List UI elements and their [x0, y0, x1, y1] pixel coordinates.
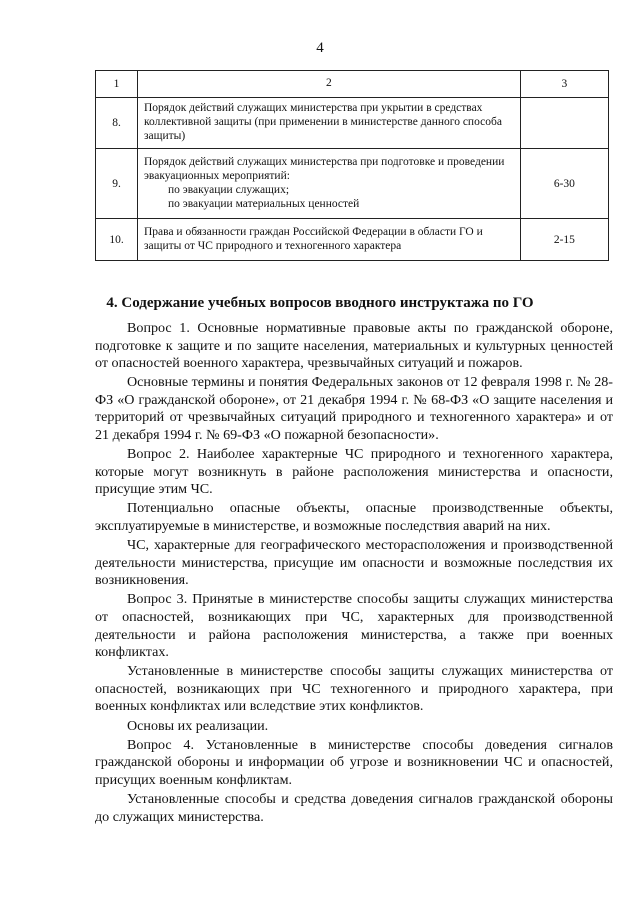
topic-line: Права и обязанности граждан Российской Федерации в области ГО и защиты от ЧС природного и техногенного характера	[144, 225, 483, 252]
section-title: 4. Содержание учебных вопросов вводного инструктажа по ГО	[106, 295, 534, 311]
paragraph: Потенциально опасные объекты, опасные производственные объекты, эксплуатируемые в министерстве, и возможные последствия аварий на них.	[95, 500, 613, 535]
table-header-row	[96, 71, 609, 98]
header-col-3: 3	[520, 71, 608, 98]
table-row	[96, 149, 609, 219]
paragraph: Установленные способы и средства доведения сигналов гражданской обороны до служащих министерства.	[95, 790, 613, 825]
paragraph: Вопрос 3. Принятые в министерстве способы защиты служащих министерства от опасностей, возникающих при ЧС, характерных для производственной деятельности и района расположения министерства, а также при военных конфликтах.	[95, 591, 613, 661]
paragraph: Основы их реализации.	[127, 717, 269, 734]
paragraph: Вопрос 4. Установленные в министерстве способы доведения сигналов гражданской обороны и информации об угрозе и возникновении ЧС и опасностей, присущих военным конфликтам.	[95, 736, 613, 788]
paragraph: Установленные в министерстве способы защиты служащих министерства от опасностей, возникающих при ЧС техногенного и природного характера, при военных конфликтах или вследствие этих конфликтов.	[95, 663, 613, 715]
topic-line: Порядок действий служащих министерства при укрытии в средствах коллективной защиты (при применении в министерстве данного способа защиты)	[144, 102, 502, 142]
paragraph: Основные термины и понятия Федеральных законов от 12 февраля 1998 г. № 28-ФЗ «О гражданской обороне», от 21 декабря 1994 г. № 68-ФЗ «О защите населения и территорий от чрезвычайных ситуаций природного и техногенного характера» и от 21 декабря 1994 г. № 69-ФЗ «О пожарной безопасности».	[95, 374, 613, 444]
row-topic	[138, 219, 521, 261]
page-number: 4	[316, 40, 324, 56]
header-col-2: 2	[138, 71, 521, 98]
topic-line: Порядок действий служащих министерства при подготовке и проведении эвакуационных мероприятий:	[144, 155, 505, 182]
plan-table	[95, 70, 609, 261]
paragraph: Вопрос 1. Основные нормативные правовые акты по гражданской обороне, подготовке к защите и по защите населения, материальных и культурных ценностей от опасностей военного характера, чрезвычайных ситуаций и пожаров.	[95, 320, 613, 372]
row-number: 10.	[96, 219, 138, 261]
table-row	[96, 219, 609, 261]
table-row	[96, 98, 609, 149]
header-col-1: 1	[96, 71, 138, 98]
row-hours: 6-30	[520, 149, 608, 219]
row-number: 9.	[96, 149, 138, 219]
row-hours	[520, 98, 608, 149]
topic-subline: по эвакуации служащих;	[168, 183, 290, 196]
row-hours: 2-15	[520, 219, 608, 261]
row-topic	[138, 98, 521, 149]
topic-subline: по эвакуации материальных ценностей	[168, 197, 360, 210]
paragraph: ЧС, характерные для географического месторасположения и производственной деятельности министерства, присущие им опасности и возможные последствия их возникновения.	[95, 537, 613, 589]
section-body	[95, 320, 613, 826]
paragraph: Вопрос 2. Наиболее характерные ЧС природного и техногенного характера, которые могут возникнуть в районе расположения министерства и опасности, присущие этим ЧС.	[95, 446, 613, 498]
row-number: 8.	[96, 98, 138, 149]
row-topic	[138, 149, 521, 219]
